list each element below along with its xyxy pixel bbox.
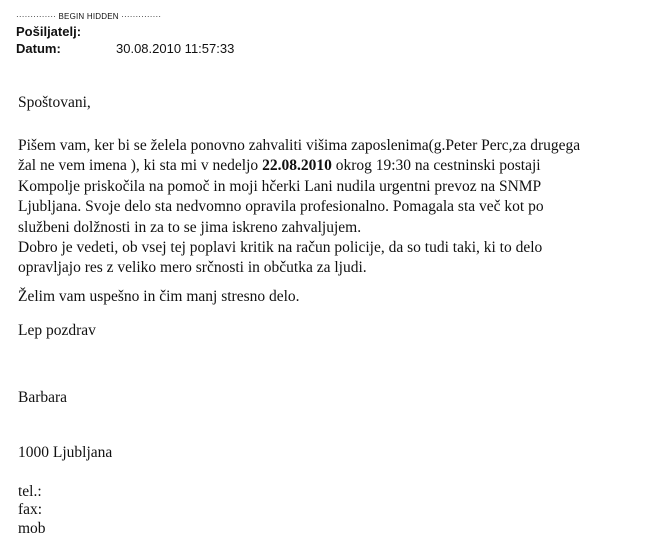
paragraph-line: Pišem vam, ker bi se želela ponovno zahvaliti višima zaposlenima(g.Peter Perc,za drugega — [18, 137, 581, 154]
date-row — [16, 41, 235, 56]
paragraph-text: okrog 19:30 na cestninski postaji — [331, 157, 541, 175]
date-value: 30.08.2010 11:57:33 — [116, 41, 235, 56]
closing-line: Lep pozdrav — [18, 322, 96, 339]
mob-line: mob — [18, 520, 46, 537]
letter-paragraph — [18, 136, 658, 279]
tel-line: tel.: — [18, 483, 42, 500]
city-line: 1000 Ljubljana — [18, 444, 113, 461]
paragraph-line: Kompolje priskočila na pomoč in moji hčerki Lani nudila urgentni prevoz na SNMP — [18, 177, 542, 195]
wish-line: Želim vam uspešno in čim manj stresno delo. — [18, 288, 300, 305]
sender-row — [16, 24, 81, 39]
paragraph-line — [18, 156, 658, 176]
hidden-marker: ·············· BEGIN HIDDEN ·············· — [16, 12, 162, 21]
greeting: Spoštovani, — [18, 94, 91, 111]
paragraph-line: službeni dolžnosti in za to se jima iskreno zahvaljujem. — [18, 218, 362, 236]
paragraph-line: opravljajo res z veliko mero srčnosti in občutka za ljudi. — [18, 259, 367, 277]
paragraph-line: Ljubljana. Svoje delo sta nedvomno opravila profesionalno. Pomagala sta več kot po — [18, 198, 544, 216]
sender-label: Pošiljatelj: — [16, 24, 82, 39]
paragraph-text: žal ne vem imena ), ki sta mi v nedeljo — [18, 157, 263, 175]
date-label: Datum: — [16, 41, 61, 56]
incident-date: 22.08.2010 — [262, 157, 332, 175]
signature-name: Barbara — [18, 389, 68, 406]
paragraph-line: Dobro je vedeti, ob vsej tej poplavi kritik na račun policije, da so tudi taki, ki to delo — [18, 239, 543, 257]
fax-line: fax: — [18, 501, 43, 518]
